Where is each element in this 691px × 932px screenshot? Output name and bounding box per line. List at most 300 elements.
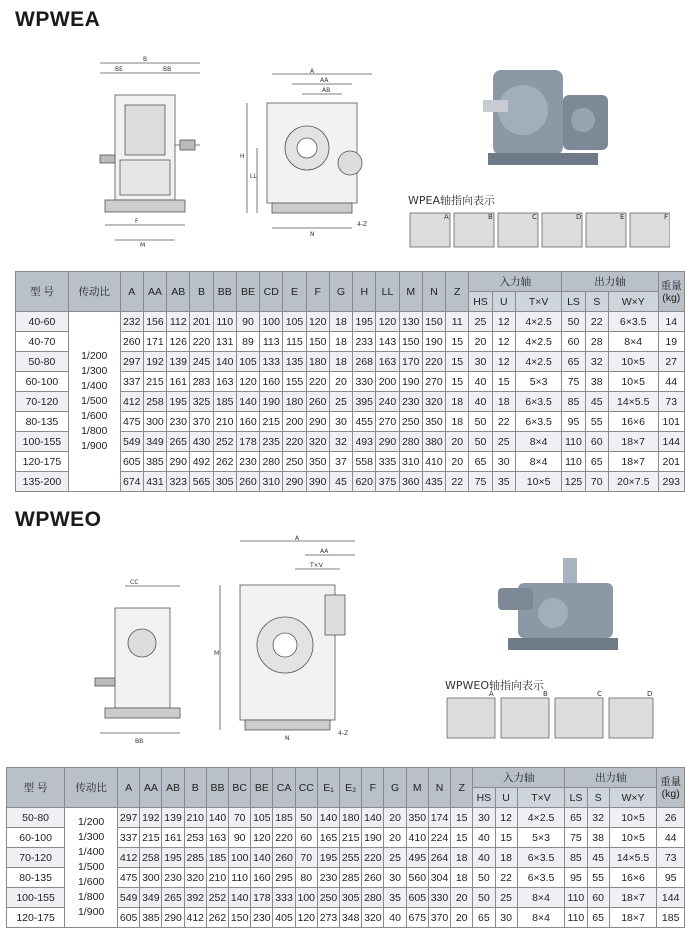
table-cell: 260	[236, 472, 259, 492]
header-sub: U	[492, 292, 515, 312]
table-cell: 65	[565, 808, 587, 828]
header-col: N	[428, 768, 450, 808]
header-col: BE	[236, 272, 259, 312]
table-cell: 233	[353, 332, 376, 352]
table-cell: 230	[236, 452, 259, 472]
table-cell: 140	[213, 352, 236, 372]
wpwea-spec-table	[15, 271, 685, 492]
table-cell: 220	[283, 432, 306, 452]
table-cell: 290	[283, 472, 306, 492]
table-cell: 8×4	[515, 432, 562, 452]
table-cell: 75	[469, 472, 492, 492]
wpweo-side-view-drawing	[90, 578, 190, 748]
table-cell: 8×4	[517, 888, 565, 908]
svg-text:AB: AB	[322, 87, 331, 94]
table-cell: 6×3.5	[515, 392, 562, 412]
table-cell: 55	[587, 868, 609, 888]
table-cell: 290	[306, 412, 329, 432]
table-cell: 258	[140, 848, 162, 868]
table-cell: 565	[190, 472, 213, 492]
header-col: A	[120, 272, 143, 312]
table-cell: 392	[184, 888, 206, 908]
table-cell: 15	[451, 828, 473, 848]
table-cell: 190	[422, 332, 445, 352]
table-cell: 215	[140, 828, 162, 848]
table-cell: 19	[658, 332, 684, 352]
table-cell: 320	[184, 868, 206, 888]
table-cell: 297	[120, 352, 143, 372]
table-cell: 30	[469, 352, 492, 372]
table-cell: 375	[376, 472, 399, 492]
header-col: F	[362, 768, 384, 808]
table-cell: 90	[236, 312, 259, 332]
table-cell: 65	[587, 908, 609, 928]
header-col: M	[406, 768, 428, 808]
wpweo-axis-direction-diagrams	[445, 690, 655, 742]
table-cell: 290	[376, 432, 399, 452]
header-col: BC	[229, 768, 251, 808]
table-cell: 270	[422, 372, 445, 392]
table-cell: 95	[657, 868, 685, 888]
table-cell: 65	[473, 908, 495, 928]
header-col: G	[384, 768, 406, 808]
table-cell: 262	[213, 452, 236, 472]
table-cell: 20	[446, 432, 469, 452]
table-cell: 10×5	[609, 808, 657, 828]
header-col: G	[329, 272, 352, 312]
table-cell: 549	[120, 432, 143, 452]
table-cell: 495	[406, 848, 428, 868]
table-cell: 348	[340, 908, 362, 928]
table-cell: 412	[184, 908, 206, 928]
model-cell: 50-80	[16, 352, 69, 372]
table-cell: 492	[190, 452, 213, 472]
header-col: E₁	[317, 768, 339, 808]
header-sub: S	[585, 292, 608, 312]
table-cell: 110	[565, 908, 587, 928]
svg-text:A: A	[444, 213, 449, 221]
table-cell: 160	[251, 868, 273, 888]
svg-text:BE: BE	[115, 66, 123, 73]
table-cell: 190	[362, 828, 384, 848]
table-cell: 22	[446, 472, 469, 492]
table-cell: 337	[120, 372, 143, 392]
table-cell: 150	[229, 908, 251, 928]
table-cell: 200	[376, 372, 399, 392]
header-col: AB	[167, 272, 190, 312]
table-cell: 190	[399, 372, 422, 392]
table-cell: 140	[206, 808, 228, 828]
svg-text:A: A	[489, 690, 494, 698]
table-cell: 330	[353, 372, 376, 392]
table-cell: 250	[399, 412, 422, 432]
table-cell: 260	[273, 848, 295, 868]
table-cell: 252	[206, 888, 228, 908]
table-cell: 8×4	[608, 332, 658, 352]
table-cell: 285	[184, 848, 206, 868]
wpweo-spec-table	[6, 767, 685, 928]
header-sub: W×Y	[608, 292, 658, 312]
table-cell: 35	[384, 888, 406, 908]
section-title-wpwea: WPWEA	[15, 8, 101, 31]
table-cell: 304	[428, 868, 450, 888]
table-cell: 40	[469, 392, 492, 412]
header-col: LL	[376, 272, 399, 312]
svg-text:F: F	[135, 218, 139, 225]
header-col: E₂	[340, 768, 362, 808]
table-cell: 605	[406, 888, 428, 908]
table-cell: 50	[469, 432, 492, 452]
table-cell: 297	[118, 808, 140, 828]
table-cell: 8×4	[517, 908, 565, 928]
table-cell: 215	[260, 412, 283, 432]
table-cell: 95	[565, 868, 587, 888]
table-cell: 290	[162, 908, 184, 928]
table-cell: 330	[428, 888, 450, 908]
table-cell: 185	[206, 848, 228, 868]
table-cell: 18×7	[608, 432, 658, 452]
header-input-shaft: 入力轴	[469, 272, 562, 292]
table-cell: 174	[428, 808, 450, 828]
table-cell: 105	[283, 312, 306, 332]
table-cell: 40	[473, 848, 495, 868]
table-cell: 110	[565, 888, 587, 908]
table-cell: 493	[353, 432, 376, 452]
table-cell: 160	[260, 372, 283, 392]
svg-text:B: B	[143, 56, 148, 63]
table-cell: 20	[384, 828, 406, 848]
table-cell: 65	[562, 352, 585, 372]
table-cell: 18	[329, 332, 352, 352]
table-cell: 5×3	[517, 828, 565, 848]
table-cell: 16×6	[608, 412, 658, 432]
table-cell: 320	[362, 908, 384, 928]
table-cell: 350	[422, 412, 445, 432]
table-cell: 370	[190, 412, 213, 432]
wpweo-product-photo	[478, 548, 638, 663]
header-input-shaft: 入力轴	[473, 768, 565, 788]
table-cell: 50	[562, 312, 585, 332]
table-cell: 264	[428, 848, 450, 868]
table-cell: 410	[422, 452, 445, 472]
table-cell: 235	[260, 432, 283, 452]
table-cell: 290	[167, 452, 190, 472]
table-cell: 75	[562, 372, 585, 392]
table-cell: 253	[184, 828, 206, 848]
table-cell: 18	[446, 392, 469, 412]
table-cell: 230	[317, 868, 339, 888]
table-cell: 220	[273, 828, 295, 848]
table-cell: 350	[306, 452, 329, 472]
table-cell: 14×5.5	[609, 848, 657, 868]
table-cell: 73	[657, 848, 685, 868]
table-cell: 161	[162, 828, 184, 848]
table-cell: 110	[213, 312, 236, 332]
header-col: BE	[251, 768, 273, 808]
table-cell: 18	[492, 392, 515, 412]
table-cell: 195	[162, 848, 184, 868]
table-cell: 22	[495, 868, 517, 888]
table-cell: 431	[143, 472, 166, 492]
svg-text:BB: BB	[135, 738, 144, 745]
table-cell: 6×3.5	[517, 868, 565, 888]
header-sub: T×V	[515, 292, 562, 312]
table-cell: 85	[562, 392, 585, 412]
table-cell: 18	[495, 848, 517, 868]
table-cell: 300	[143, 412, 166, 432]
wpweo-axis-caption: WPWEO轴指向表示	[445, 679, 544, 692]
header-col: AA	[143, 272, 166, 312]
table-cell: 100	[229, 848, 251, 868]
table-cell: 85	[565, 848, 587, 868]
table-cell: 620	[353, 472, 376, 492]
table-cell: 44	[657, 828, 685, 848]
table-cell: 305	[340, 888, 362, 908]
table-cell: 163	[206, 828, 228, 848]
model-cell: 40-60	[16, 312, 69, 332]
table-cell: 265	[167, 432, 190, 452]
header-col: M	[399, 272, 422, 312]
table-cell: 395	[353, 392, 376, 412]
table-cell: 11	[446, 312, 469, 332]
table-cell: 30	[473, 808, 495, 828]
table-cell: 280	[362, 888, 384, 908]
header-col: AA	[140, 768, 162, 808]
model-cell: 120-175	[16, 452, 69, 472]
table-cell: 412	[120, 392, 143, 412]
svg-text:D: D	[647, 690, 653, 698]
header-col: Z	[446, 272, 469, 312]
table-cell: 255	[340, 848, 362, 868]
table-cell: 40	[473, 828, 495, 848]
table-cell: 260	[306, 392, 329, 412]
table-cell: 40	[384, 908, 406, 928]
header-col: B	[190, 272, 213, 312]
table-cell: 349	[140, 888, 162, 908]
table-cell: 195	[353, 312, 376, 332]
table-cell: 232	[120, 312, 143, 332]
table-cell: 15	[492, 372, 515, 392]
header-output-shaft: 出力轴	[565, 768, 657, 788]
svg-text:A: A	[310, 68, 315, 75]
table-cell: 245	[190, 352, 213, 372]
table-cell: 349	[143, 432, 166, 452]
header-col: Z	[451, 768, 473, 808]
table-cell: 10×5	[608, 352, 658, 372]
svg-text:B: B	[488, 213, 493, 221]
table-cell: 150	[422, 312, 445, 332]
table-cell: 360	[399, 472, 422, 492]
table-cell: 350	[406, 808, 428, 828]
table-cell: 15	[446, 332, 469, 352]
table-row	[7, 808, 685, 828]
table-cell: 139	[162, 808, 184, 828]
svg-text:E: E	[620, 213, 625, 221]
header-sub: HS	[473, 788, 495, 808]
table-cell: 105	[251, 808, 273, 828]
svg-text:M: M	[140, 242, 146, 249]
table-cell: 38	[587, 828, 609, 848]
table-cell: 180	[306, 352, 329, 372]
table-cell: 295	[273, 868, 295, 888]
header-col: B	[184, 768, 206, 808]
table-cell: 260	[120, 332, 143, 352]
model-cell: 135-200	[16, 472, 69, 492]
table-cell: 130	[399, 312, 422, 332]
svg-text:C: C	[597, 690, 602, 698]
table-cell: 4×2.5	[517, 808, 565, 828]
table-cell: 435	[422, 472, 445, 492]
table-cell: 60	[562, 332, 585, 352]
table-cell: 12	[492, 352, 515, 372]
table-cell: 185	[213, 392, 236, 412]
table-cell: 28	[585, 332, 608, 352]
table-cell: 475	[120, 412, 143, 432]
model-cell: 70-120	[16, 392, 69, 412]
header-col: CC	[295, 768, 317, 808]
wpwea-axis-caption: WPEA轴指向表示	[408, 194, 495, 207]
table-cell: 285	[340, 868, 362, 888]
table-cell: 12	[492, 312, 515, 332]
table-cell: 14×5.5	[608, 392, 658, 412]
table-cell: 171	[143, 332, 166, 352]
table-cell: 410	[406, 828, 428, 848]
table-cell: 224	[428, 828, 450, 848]
table-cell: 201	[658, 452, 684, 472]
table-cell: 6×3.5	[517, 848, 565, 868]
table-cell: 14	[658, 312, 684, 332]
table-cell: 230	[162, 868, 184, 888]
table-cell: 144	[658, 432, 684, 452]
table-cell: 20	[329, 372, 352, 392]
model-cell: 50-80	[7, 808, 65, 828]
table-cell: 22	[585, 312, 608, 332]
table-cell: 160	[236, 412, 259, 432]
table-cell: 18	[451, 868, 473, 888]
table-cell: 18	[329, 312, 352, 332]
table-cell: 4×2.5	[515, 352, 562, 372]
wpwea-axis-direction-diagrams	[408, 207, 670, 251]
wpweo-front-view-drawing	[210, 535, 370, 755]
header-col: F	[306, 272, 329, 312]
table-cell: 25	[384, 848, 406, 868]
model-cell: 70-120	[7, 848, 65, 868]
table-cell: 60	[585, 432, 608, 452]
table-cell: 192	[143, 352, 166, 372]
wpwea-side-view-drawing	[95, 55, 205, 250]
table-cell: 15	[446, 372, 469, 392]
header-col: E	[283, 272, 306, 312]
table-cell: 390	[306, 472, 329, 492]
table-cell: 605	[118, 908, 140, 928]
table-cell: 385	[143, 452, 166, 472]
svg-text:AA: AA	[320, 548, 329, 555]
table-cell: 252	[213, 432, 236, 452]
table-cell: 20	[451, 888, 473, 908]
svg-text:M: M	[214, 650, 220, 657]
table-cell: 605	[120, 452, 143, 472]
table-cell: 163	[213, 372, 236, 392]
table-cell: 6×3.5	[515, 412, 562, 432]
table-cell: 70	[229, 808, 251, 828]
table-cell: 155	[283, 372, 306, 392]
svg-text:LL: LL	[250, 173, 257, 180]
table-cell: 30	[384, 868, 406, 888]
svg-text:CC: CC	[130, 579, 139, 586]
table-cell: 337	[118, 828, 140, 848]
table-cell: 105	[236, 352, 259, 372]
table-cell: 180	[340, 808, 362, 828]
table-cell: 12	[492, 332, 515, 352]
table-cell: 230	[399, 392, 422, 412]
table-cell: 323	[167, 472, 190, 492]
header-col: CD	[260, 272, 283, 312]
table-cell: 195	[317, 848, 339, 868]
table-cell: 60	[587, 888, 609, 908]
wpwea-front-view-drawing	[232, 68, 382, 238]
model-cell: 100-155	[16, 432, 69, 452]
table-cell: 6×3.5	[608, 312, 658, 332]
table-cell: 178	[236, 432, 259, 452]
table-cell: 30	[495, 908, 517, 928]
svg-text:A: A	[295, 535, 300, 542]
table-cell: 455	[353, 412, 376, 432]
table-cell: 120	[306, 312, 329, 332]
table-cell: 70	[585, 472, 608, 492]
table-cell: 675	[406, 908, 428, 928]
header-col: BB	[213, 272, 236, 312]
table-cell: 230	[167, 412, 190, 432]
table-cell: 140	[236, 392, 259, 412]
table-cell: 310	[260, 472, 283, 492]
table-cell: 185	[657, 908, 685, 928]
table-cell: 120	[251, 828, 273, 848]
table-cell: 10×5	[608, 372, 658, 392]
table-cell: 412	[118, 848, 140, 868]
table-cell: 126	[167, 332, 190, 352]
table-cell: 20	[451, 908, 473, 928]
table-cell: 150	[306, 332, 329, 352]
table-cell: 25	[329, 392, 352, 412]
table-cell: 26	[657, 808, 685, 828]
table-cell: 35	[492, 472, 515, 492]
table-cell: 55	[585, 412, 608, 432]
table-cell: 293	[658, 472, 684, 492]
table-cell: 178	[251, 888, 273, 908]
table-cell: 560	[406, 868, 428, 888]
header-weight: 重量 (kg)	[657, 768, 685, 808]
table-cell: 50	[473, 888, 495, 908]
table-cell: 89	[236, 332, 259, 352]
svg-text:AA: AA	[320, 77, 329, 84]
table-cell: 15	[446, 352, 469, 372]
table-cell: 40	[469, 372, 492, 392]
table-cell: 70	[295, 848, 317, 868]
table-cell: 100	[260, 312, 283, 332]
table-cell: 165	[317, 828, 339, 848]
table-cell: 18×7	[608, 452, 658, 472]
model-cell: 80-135	[16, 412, 69, 432]
table-cell: 65	[469, 452, 492, 472]
table-cell: 220	[422, 352, 445, 372]
table-cell: 370	[428, 908, 450, 928]
table-cell: 18×7	[609, 888, 657, 908]
header-sub: S	[587, 788, 609, 808]
table-cell: 305	[213, 472, 236, 492]
table-cell: 220	[190, 332, 213, 352]
table-cell: 120	[295, 908, 317, 928]
svg-text:H: H	[240, 153, 245, 160]
